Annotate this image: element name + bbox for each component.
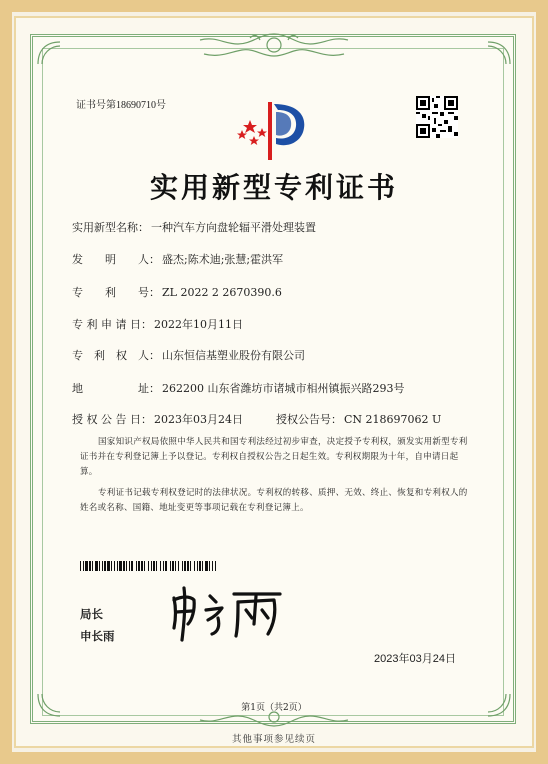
field-application-date (72, 316, 243, 332)
field-grant-number (276, 411, 441, 427)
top-ornament (190, 30, 358, 62)
field-patentee (72, 347, 305, 363)
corner-ornament-top-right (486, 40, 512, 66)
field-value: 262200 山东省潍坊市诸城市相州镇振兴路293号 (162, 382, 405, 395)
barcode (80, 561, 216, 571)
director-title: 局长 (80, 607, 103, 621)
legal-paragraph-1: 国家知识产权局依照中华人民共和国专利法经过初步审查，决定授予专利权，颁发实用新型专利证书并在专利登记簿上予以登记。专利权自授权公告之日起生效。专利权期限为十年，自申请日起算。 (80, 437, 468, 477)
field-value: ZL 2022 2 2670390.6 (162, 286, 282, 299)
field-address (72, 380, 404, 396)
field-utility-model-name (72, 219, 316, 235)
field-label: 授权公告号： (276, 413, 342, 426)
qr-code (416, 96, 458, 138)
field-label: 地 址： (72, 382, 160, 395)
corner-ornament-top-left (36, 40, 62, 66)
field-label: 专 利 权 人： (72, 349, 160, 362)
field-grant-date (72, 411, 243, 427)
field-inventors (72, 251, 283, 267)
director-signature (168, 584, 288, 642)
legal-paragraph-2: 专利证书记载专利权登记时的法律状况。专利权的转移、质押、无效、终止、恢复和专利权人的姓名或名称、国籍、地址变更等事项记载在专利登记簿上。 (80, 488, 468, 513)
field-value: 2023年03月24日 (154, 413, 243, 426)
field-value: 山东恒信基塑业股份有限公司 (162, 349, 305, 362)
field-patent-number (72, 284, 282, 300)
field-value: 一种汽车方向盘轮辐平滑处理装置 (151, 221, 316, 234)
field-value: 盛杰;陈术迪;张慧;霍洪军 (162, 253, 284, 266)
issue-date: 2023年03月24日 (374, 653, 456, 665)
field-label: 发 明 人： (72, 253, 160, 266)
director-name: 申长雨 (80, 629, 115, 643)
field-value: 2022年10月11日 (154, 318, 243, 331)
field-value: CN 218697062 U (344, 413, 442, 426)
field-label: 专 利 申 请 日： (72, 318, 152, 331)
cnipa-logo (232, 98, 312, 168)
field-label: 实用新型名称： (72, 221, 149, 234)
certificate-title: 实用新型专利证书 (149, 171, 398, 204)
page-indicator: 第1页（共2页） (241, 703, 307, 713)
certificate-number: 证书号第18690710号 (76, 100, 166, 111)
footer-note: 其他事项参见续页 (231, 734, 316, 745)
field-label: 授 权 公 告 日： (72, 413, 152, 426)
field-label: 专 利 号： (72, 286, 160, 299)
